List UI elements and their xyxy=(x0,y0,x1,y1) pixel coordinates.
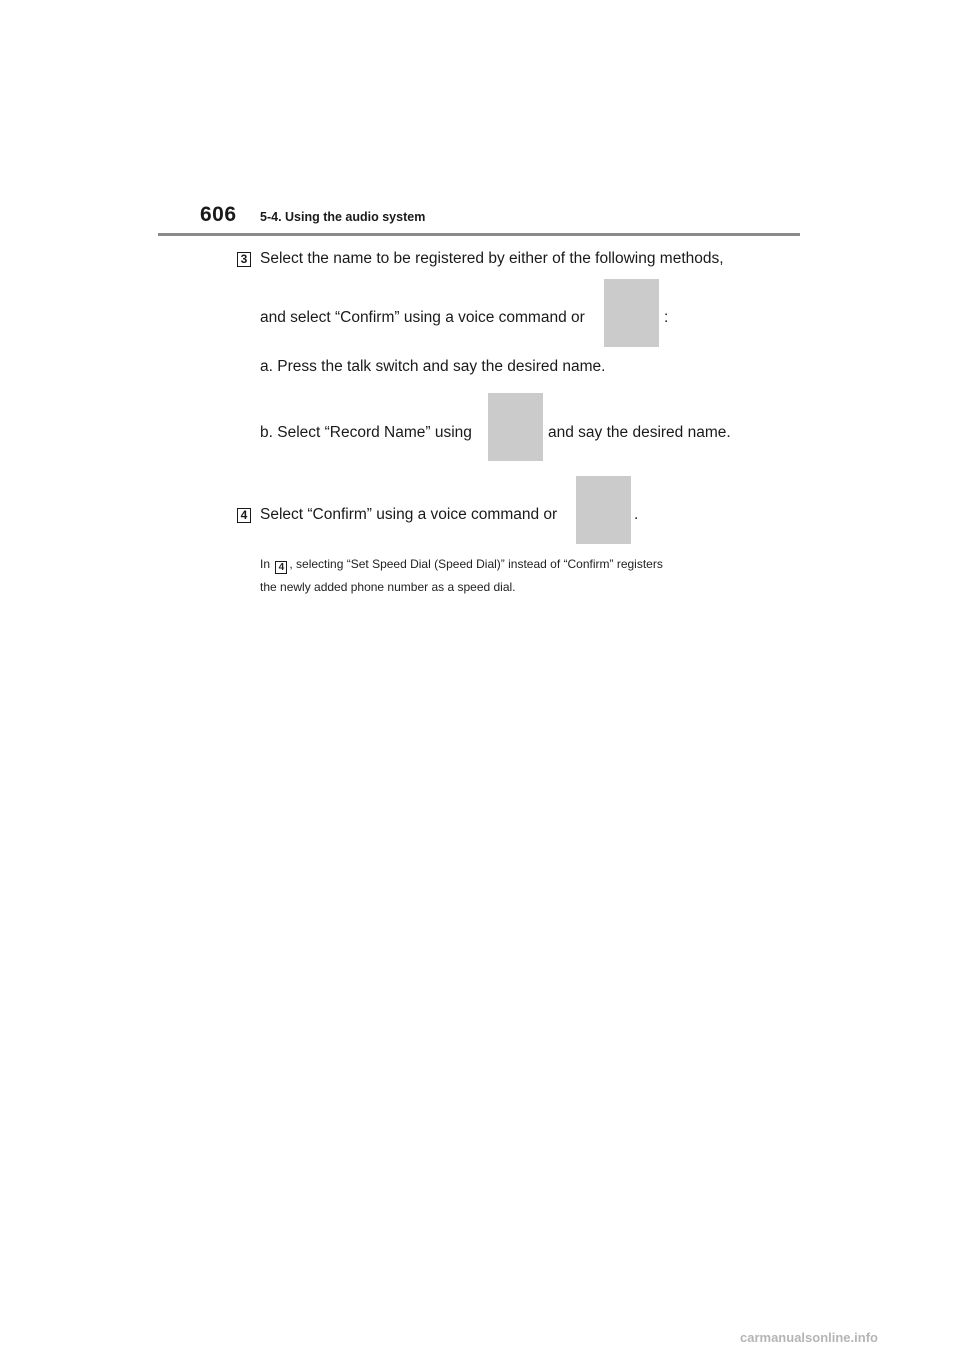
note-step-badge: 4 xyxy=(275,561,287,574)
step-3-option-b-rest: and say the desired name. xyxy=(548,424,731,441)
step-3-colon: : xyxy=(664,309,669,326)
watermark: carmanualsonline.info xyxy=(740,1330,878,1345)
note-line-2: the newly added phone number as a speed dial. xyxy=(260,580,516,594)
step-3-instruction: Select the name to be registered by either of the following methods, xyxy=(260,250,724,267)
step-4-instruction: Select “Confirm” using a voice command or xyxy=(260,506,558,523)
confirm-button-image xyxy=(604,279,659,347)
step-3-option-a: a. Press the talk switch and say the desired name. xyxy=(260,358,606,375)
confirm-button-image-2 xyxy=(576,476,631,544)
record-name-button-image xyxy=(488,393,543,461)
note-line-1 xyxy=(260,557,663,574)
note-line-1-rest: , selecting “Set Speed Dial (Speed Dial)” instead of “Confirm” registers xyxy=(289,557,663,571)
step-4-badge: 4 xyxy=(237,508,251,523)
step-3-option-b-text: b. Select “Record Name” using xyxy=(260,424,472,441)
step-4-period: . xyxy=(634,506,639,523)
step-3-confirm-text: and select “Confirm” using a voice command or xyxy=(260,309,585,326)
header-rule xyxy=(158,233,800,236)
page-number: 606 xyxy=(200,203,237,226)
section-title: 5-4. Using the audio system xyxy=(260,210,426,224)
note-prefix: In xyxy=(260,557,271,571)
step-3-badge: 3 xyxy=(237,252,251,267)
